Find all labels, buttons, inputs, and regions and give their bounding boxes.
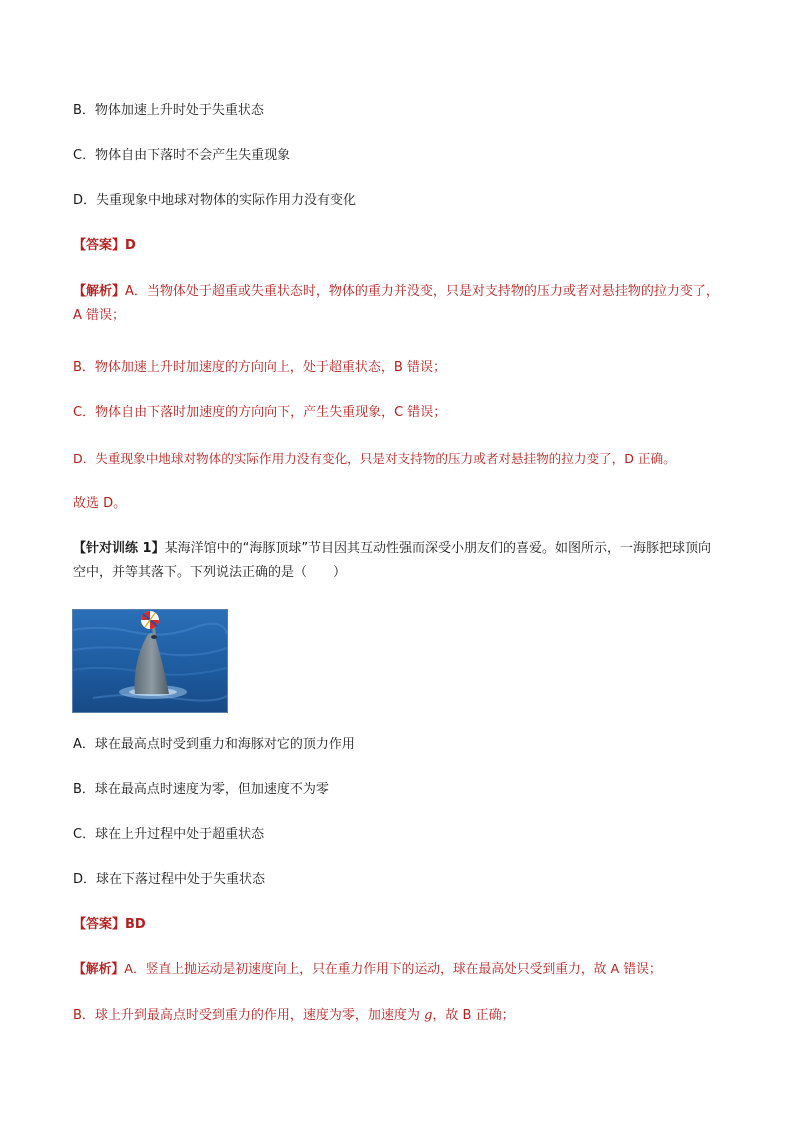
answer-line-1 (73, 236, 733, 256)
answer-label: 【答案】 (73, 917, 126, 932)
analysis2-line-a (73, 960, 733, 980)
analysis-label: 【解析】 (73, 962, 125, 977)
exercise-option-c: C．球在上升过程中处于超重状态 (73, 827, 265, 842)
analysis-line-c: C．物体自由下落时加速度的方向向下，产生失重现象，C 错误； (73, 405, 447, 420)
option-d: D．失重现象中地球对物体的实际作用力没有变化 (73, 193, 357, 208)
exercise-option-d: D．球在下落过程中处于失重状态 (73, 872, 266, 887)
exercise-question (73, 537, 723, 585)
analysis-conclusion: 故选 D。 (73, 496, 127, 511)
analysis-label: 【解析】 (73, 284, 126, 299)
analysis-line-b: B．物体加速上升时加速度的方向向上，处于超重状态，B 错误； (73, 360, 446, 375)
exercise-option-a: A．球在最高点时受到重力和海豚对它的顶力作用 (73, 737, 355, 752)
analysis-line-d: D．失重现象中地球对物体的实际作用力没有变化，只是对支持物的压力或者对悬挂物的拉力变了，D 正确。 (73, 451, 676, 466)
exercise-text: 某海洋馆中的“海豚顶球”节目因其互动性强而深受小朋友们的喜爱。如图所示，一海豚把球顶向空中，并等其落下。下列说法正确的是（ ） (73, 541, 712, 580)
option-c: C．物体自由下落时不会产生失重现象 (73, 148, 291, 163)
exercise-label: 【针对训练 1】 (73, 541, 165, 556)
answer-line-2 (73, 915, 733, 935)
analysis2-text-b-end: ，故 B 正确； (432, 1008, 515, 1023)
analysis2-text-b: B．球上升到最高点时受到重力的作用，速度为零，加速度为 (73, 1008, 425, 1023)
answer-value: BD (125, 917, 146, 932)
option-b: B．物体加速上升时处于失重状态 (73, 103, 264, 118)
analysis-text-a: A．当物体处于超重或失重状态时，物体的重力并没变，只是对支持物的压力或者对悬挂物的拉力变了，A 错误； (73, 284, 719, 323)
gravity-symbol: g (424, 1008, 433, 1023)
dolphin-ball-image (73, 610, 227, 712)
answer-label: 【答案】 (73, 238, 126, 253)
analysis2-line-b (73, 1006, 733, 1026)
analysis-line-a (73, 280, 723, 328)
analysis2-text-a: A．竖直上抛运动是初速度向上，只在重力作用下的运动，球在最高处只受到重力，故 A 错误； (124, 962, 662, 977)
answer-value: D (125, 238, 136, 253)
exercise-option-b: B．球在最高点时速度为零，但加速度不为零 (73, 782, 329, 797)
